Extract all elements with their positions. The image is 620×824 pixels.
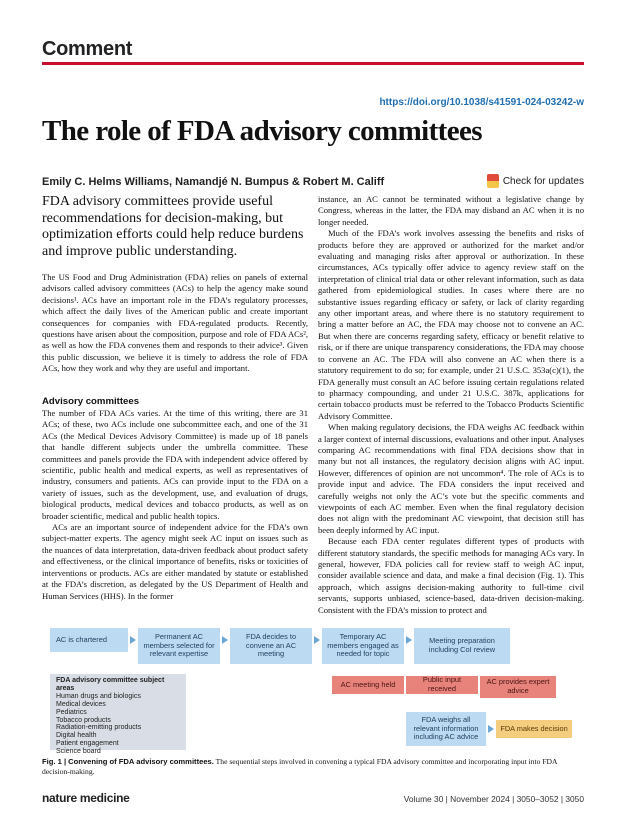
body-column-left-intro <box>42 272 308 375</box>
step-temporary-members: Temporary AC members engaged as needed for topic <box>322 628 404 664</box>
subject-area-item: Tobacco products <box>56 716 111 724</box>
journal-name: nature medicine <box>42 791 130 805</box>
body-column-left <box>42 408 308 602</box>
arrow-icon <box>488 725 494 733</box>
paragraph: Because each FDA center regulates different types of products with different statutory standards, the specific methods for managing ACs vary. In general, however, FDA policies call for review staff to weigh AC input, consider available science and data, and make a final decision (Fig. 1). This approach, which assigns decision-making authority to full-time civil servants, supports unbiased, science-based, data-driven decision-making. Consistent with the FDA’s mission to protect and <box>318 536 584 615</box>
step-public-input: Public input received <box>406 676 478 694</box>
section-label: Comment <box>42 38 133 60</box>
subject-area-item: Science board <box>56 748 101 756</box>
figure-caption <box>42 757 584 776</box>
figure-flowchart <box>42 620 584 754</box>
check-updates-icon <box>487 174 499 188</box>
arrow-icon <box>130 636 136 644</box>
author-list: Emily C. Helms Williams, Namandjé N. Bumpus & Robert M. Califf <box>42 176 385 188</box>
header-rule <box>42 62 584 65</box>
subject-areas-title: FDA advisory committee subject areas <box>56 677 165 692</box>
subject-areas-panel <box>50 674 186 756</box>
arrow-icon <box>222 636 228 644</box>
paragraph: The US Food and Drug Administration (FDA) relies on panels of external advisors called advisory committees (ACs) to help the agency make sound decisions¹. ACs have an important role in the FDA’s regulatory processes, which affect the daily lives of the American public and create important consequences for companies with FDA-regulated products. Recently, questions have arisen about the composition, purpose and role of FDA ACs², as well as how the FDA convenes them and responds to their advice³. Given this public discussion, we believe it is timely to address the role of FDA ACs, how they work and why they are useful and important. <box>42 272 308 374</box>
step-fda-decides: FDA decides to convene an AC meeting <box>230 628 312 664</box>
step-permanent-members: Permanent AC members selected for relevant expertise <box>138 628 220 664</box>
check-updates-label: Check for updates <box>502 175 584 187</box>
body-column-right <box>318 194 584 616</box>
caption-label: Fig. 1 | Convening of FDA advisory committees. <box>42 757 214 766</box>
subject-area-item: Digital health <box>56 732 97 740</box>
section-heading: Advisory committees <box>42 396 140 407</box>
arrow-icon <box>406 636 412 644</box>
step-ac-meeting-held: AC meeting held <box>332 676 404 694</box>
step-fda-weighs: FDA weighs all relevant information including AC advice <box>406 712 486 746</box>
caption-text: The sequential steps involved in convening a typical FDA advisory committee and incorporating input into FDA decision-making. <box>42 757 558 776</box>
subject-area-item: Pediatrics <box>56 708 87 716</box>
doi-link[interactable]: https://doi.org/10.1038/s41591-024-03242-w <box>379 97 584 108</box>
subject-area-item: Human drugs and biologics <box>56 692 141 700</box>
subject-area-item: Radiation-emitting products <box>56 724 142 732</box>
paragraph: ACs are an important source of independent advice for the FDA’s own subject-matter experts. The agency might seek AC input on issues such as the nuances of data interpretation, data-driven feedback about product safety and effectiveness, or the clinical importance of benefits, risks or toxicities of interventions or products. ACs are either mandated by statute or established at the FDA’s discretion, as delegated by the US Department of Health and Human Services (HHS). In the former <box>42 522 308 601</box>
step-ac-chartered: AC is chartered <box>50 628 128 652</box>
check-updates-button[interactable] <box>487 174 584 188</box>
standfirst: FDA advisory committees provide useful recommendations for decision-making, but optimization efforts could help reduce burdens and improve public understanding. <box>42 194 304 259</box>
subject-area-item: Patient engagement <box>56 740 119 748</box>
step-meeting-preparation: Meeting preparation including CoI review <box>414 628 510 664</box>
paragraph: instance, an AC cannot be terminated without a legislative change by Congress, whereas in the latter, the FDA may disband an AC when it is no longer needed. <box>318 194 584 227</box>
subject-area-item: Medical devices <box>56 700 106 708</box>
paragraph: The number of FDA ACs varies. At the time of this writing, there are 31 ACs; of these, two ACs include one subcommittee each, and one of the 31 ACs (the Medical Devices Advisory Committee) is made up of 18 panels that handle different subjects under the umbrella committee. These committees and panels provide the FDA with independent advice offered by scientific, public health and medical experts, as well as representatives of industry, consumers and patients. ACs can provide input to the FDA on a variety of issues, such as the development, use, and evaluation of drugs, biological products, medical devices and tobacco products, as well as on broader scientific, medical and public health topics. <box>42 408 308 521</box>
step-fda-decision: FDA makes decision <box>496 720 572 738</box>
footer-issue-info: Volume 30 | November 2024 | 3050–3052 | 3050 <box>403 794 584 804</box>
article-title: The role of FDA advisory committees <box>42 115 482 147</box>
arrow-icon <box>314 636 320 644</box>
paragraph: Much of the FDA’s work involves assessing the benefits and risks of products before they are approved or authorized for the market and/or evaluating and managing risks after approval or authorization. In these circumstances, ACs typically offer advice to agency review staff on the interpretation of clinical trial data or other relevant information, such as data gathered from epidemiological studies. In cases where there are no substantive issues regarding efficacy or safety, or lack of clarity regarding any other important areas, and where there is no statutory requirement to bring a matter before an AC, the FDA may choose not to convene an AC. But when there are concerns regarding safety, efficacy or benefit relative to risk, or if there are unique transparency considerations, the FDA may choose to convene an AC. The FDA will also convene an AC when there is a statutory requirement to do so; for example, under 21 U.S.C. 353a(c)(1), the FDA generally must consult an AC before issuing certain regulations related to pharmacy compounding, and under 21 U.S.C. 387k, applications for certain tobacco products must be referred to the Tobacco Products Scientific Advisory Committee. <box>318 228 584 421</box>
paragraph: When making regulatory decisions, the FDA weighs AC feedback within a larger context of internal discussions, evaluations and other input. Analyses comparing AC recommendations with final FDA decisions show that in many but not all instances, the regulatory decision aligns with AC input. However, differences of opinion are not uncommon⁴. The role of ACs is to provide input and advice. The FDA considers the input received and carefully weighs not only the AC’s vote but the specific comments and viewpoints of each AC member. Even when the final regulatory decision does not align with the predominant AC viewpoint, that decision still has been deeply informed by AC input. <box>318 422 584 535</box>
step-expert-advice: AC provides expert advice <box>480 676 556 698</box>
